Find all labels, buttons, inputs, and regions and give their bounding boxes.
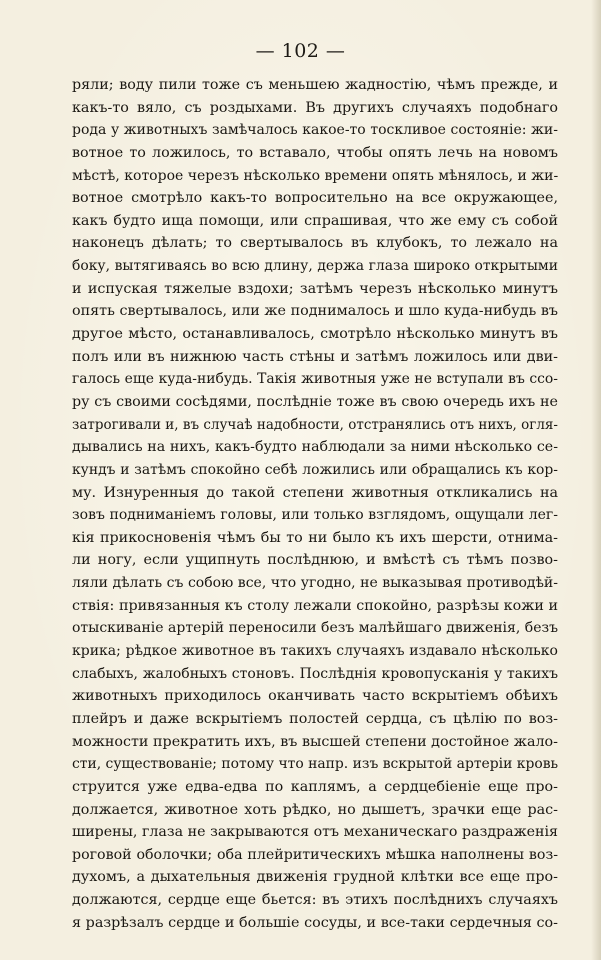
text-line: должается, животное хоть рѣдко, но дышетъ, зрачки еще рас- [72,801,558,818]
text-line: ру съ своими сосѣдями, послѣдніе тоже въ свою очередь ихъ не [72,393,558,410]
text-line: кія прикосновенія чѣмъ бы то ни было къ ихъ шерсти, отнима- [72,529,558,546]
page-edge-shadow [591,0,601,960]
body-text [72,74,558,934]
text-line: какъ будто ища помощи, или спрашивая, что же ему съ собой [72,212,558,229]
text-line: боку, вытягиваясь во всю длину, держа глаза широко открытыми [72,258,558,275]
text-line: вотное смотрѣло какъ-то вопросительно на все окружающее, [72,190,558,207]
text-line: другое мѣсто, останавливалось, смотрѣло нѣсколько минутъ въ [72,326,558,343]
text-line: галось еще куда-нибудь. Такія животныя уже не вступали въ ссо- [72,371,558,388]
text-line: затрогивали и, въ случаѣ надобности, отстранялись отъ нихъ, огля- [72,416,558,433]
text-line: ряли; воду пили тоже съ меньшею жадностію, чѣмъ прежде, и [72,77,558,93]
text-line: крика; рѣдкое животное въ такихъ случаяхъ издавало нѣсколько [72,643,558,660]
text-line: рода у животныхъ замѣчалось какое-то тоскливое состояніе: жи- [72,122,558,139]
text-line: можности прекратить ихъ, въ высшей степени достойное жало- [72,733,558,750]
text-line: ширены, глаза не закрываются отъ механическаго раздраженія [72,824,558,841]
text-line: роговой оболочки; оба плейритическихъ мѣшка наполнены воз- [72,846,558,863]
text-line: полъ или въ нижнюю часть стѣны и затѣмъ ложилось или дви- [72,348,558,365]
page-number: — 102 — [255,40,346,62]
text-line: должаются, сердце еще бьется: въ этихъ послѣднихъ случаяхъ [72,892,558,909]
text-line: животныхъ приходилось оканчивать часто вскрытіемъ обѣихъ [72,688,558,705]
text-line: отыскиваніе артерій переносили безъ малѣйшаго движенія, безъ [72,620,558,637]
text-line: струится уже едва-едва по каплямъ, а сердцебіеніе еще про- [72,778,558,795]
text-line: ствія: привязанныя къ столу лежали спокойно, разрѣзы кожи и [72,597,558,614]
text-line: плейръ и даже вскрытіемъ полостей сердца, съ цѣлію по воз- [72,710,558,727]
text-line: му. Изнуренныя до такой степени животныя откликались на [72,484,558,501]
text-line: мѣстѣ, которое черезъ нѣсколько времени опять мѣнялось, и жи- [72,167,558,184]
text-line: духомъ, а дыхательныя движенія грудной клѣтки все еще про- [72,869,558,886]
text-line: ляли дѣлать съ собою все, что угодно, не выказывая противодѣй- [72,575,558,592]
text-line: какъ-то вяло, съ роздыхами. Въ другихъ случаяхъ подобнаго [72,99,558,116]
text-line: кундъ и затѣмъ спокойно себѣ ложились или обращались къ кор- [72,461,558,478]
text-line: наконецъ дѣлать; то свертывалось въ клубокъ, то лежало на [72,235,558,252]
text-line: сти, существованіе; потому что напр. изъ вскрытой артеріи кровь [72,756,558,773]
text-line: опять свертывалось, или же поднималось и шло куда-нибудь въ [72,303,558,320]
text-line: ли ногу, если ущипнуть послѣднюю, и вмѣстѣ съ тѣмъ позво- [72,552,558,569]
text-line: зовъ подниманіемъ головы, или только взглядомъ, ощущали лег- [72,507,558,524]
text-line: слабыхъ, жалобныхъ стоновъ. Послѣднія кровопусканія у такихъ [72,665,558,682]
text-line: дывались на нихъ, какъ-будто наблюдали за ними нѣсколько се- [72,439,558,456]
text-line: вотное то ложилось, то вставало, чтобы опять лечь на новомъ [72,144,558,161]
text-line: и испуская тяжелые вздохи; затѣмъ черезъ нѣсколько минутъ [72,280,558,297]
text-line: я разрѣзалъ сердце и большіе сосуды, и все-таки сердечныя со- [72,914,558,931]
